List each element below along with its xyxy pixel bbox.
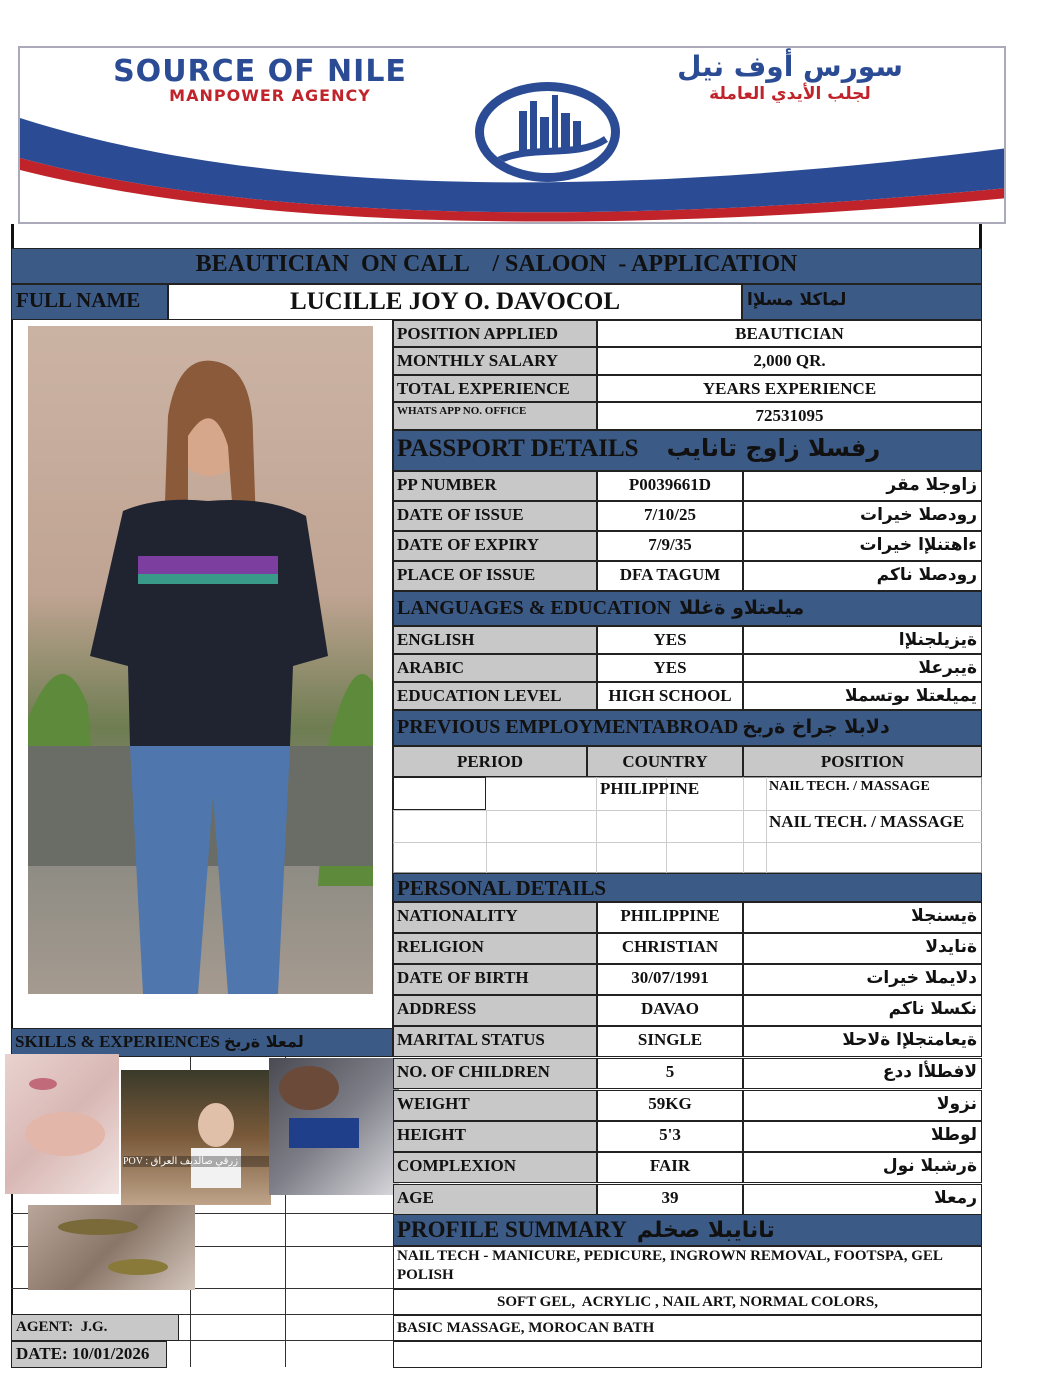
passport-row-value: 7/9/35	[597, 531, 743, 561]
personal-row-label: MARITAL STATUS	[393, 1026, 597, 1057]
personal-row-label-ar: لوطلا	[743, 1121, 982, 1152]
personal-header: PERSONAL DETAILS	[393, 873, 982, 902]
passport-row-value: DFA TAGUM	[597, 561, 743, 591]
agency-sub-ar: لجلب الأيدي العاملة	[709, 84, 871, 104]
personal-row-value: DAVAO	[597, 995, 743, 1026]
personal-row-label-ar: رمعلا	[743, 1184, 982, 1215]
passport-row-label: PP NUMBER	[393, 471, 597, 501]
personal-row-label-ar: ةيعامتجلإا ةلاحلا	[743, 1026, 982, 1057]
profile-line-3: BASIC MASSAGE, MOROCAN BATH	[393, 1315, 982, 1341]
languages-row-value: YES	[597, 626, 743, 654]
skyline-icon	[484, 91, 611, 173]
personal-row-value: 5'3	[597, 1121, 743, 1152]
personal-row-value: FAIR	[597, 1152, 743, 1183]
skill-photo-pedicure	[269, 1058, 399, 1195]
full-name-label: FULL NAME	[11, 284, 168, 320]
languages-row-value: YES	[597, 654, 743, 682]
skills-header: SKILLS & EXPERIENCES لمعلا ةربخ	[11, 1028, 393, 1057]
job-row-label: POSITION APPLIED	[393, 320, 597, 347]
languages-header: LANGUAGES & EDUCATION ميلعتلاو ةغللا	[393, 591, 982, 626]
personal-row-value: 30/07/1991	[597, 964, 743, 995]
form-left-border	[11, 224, 14, 248]
personal-row-label: DATE OF BIRTH	[393, 964, 597, 995]
job-row-value: YEARS EXPERIENCE	[597, 375, 982, 402]
passport-row-label: PLACE OF ISSUE	[393, 561, 597, 591]
job-row-label: TOTAL EXPERIENCE	[393, 375, 597, 402]
personal-row-label: ADDRESS	[393, 995, 597, 1026]
languages-row-value: HIGH SCHOOL	[597, 682, 743, 710]
nail-icon	[5, 1054, 119, 1194]
candidate-photo	[28, 326, 373, 994]
languages-row-label: ENGLISH	[393, 626, 597, 654]
personal-row-label-ar: نزولا	[743, 1090, 982, 1121]
nail-art-icon	[28, 1205, 195, 1290]
profile-header: PROFILE SUMMARY تانايبلا صخلم	[393, 1214, 982, 1246]
personal-row-label-ar: لافطلأا ددع	[743, 1058, 982, 1089]
job-row-value: 2,000 QR.	[597, 347, 982, 375]
agency-name-en: SOURCE OF NILE	[113, 54, 407, 89]
passport-row-label-ar: رودصلا ناكم	[743, 561, 982, 591]
languages-row-label-ar: يميلعتلا ىوتسملا	[743, 682, 982, 710]
personal-row-label: HEIGHT	[393, 1121, 597, 1152]
personal-row-label-ar: دلايملا خيرات	[743, 964, 982, 995]
profile-line-4	[393, 1341, 982, 1368]
languages-row-label: EDUCATION LEVEL	[393, 682, 597, 710]
employment-row-2-position: NAIL TECH. / MASSAGE	[769, 812, 965, 831]
languages-row-label: ARABIC	[393, 654, 597, 682]
passport-row-label-ar: زاوجلا مقر	[743, 471, 982, 501]
person-icon	[121, 1070, 271, 1205]
grid-line	[596, 777, 597, 873]
personal-row-value: SINGLE	[597, 1026, 743, 1057]
form-title-text: BEAUTICIAN ON CALL / SALOON - APPLICATION	[195, 251, 798, 277]
skill-photo-nails-2	[28, 1205, 195, 1290]
job-row-value: 72531095	[597, 402, 982, 430]
hand-icon	[269, 1058, 399, 1195]
personal-row-label-ar: ةنايدلا	[743, 933, 982, 964]
personal-row-value: 39	[597, 1184, 743, 1215]
form-right-border	[979, 224, 982, 248]
passport-header: PASSPORT DETAILS رفسلا زاوج تانايب	[393, 430, 982, 471]
employment-col-position: POSITION	[743, 746, 982, 777]
photo-caption: POV : زرقي صالديف العراق	[123, 1156, 269, 1167]
grid-line	[743, 777, 744, 873]
personal-row-label: RELIGION	[393, 933, 597, 964]
personal-row-label: NATIONALITY	[393, 902, 597, 933]
agency-banner	[18, 46, 1006, 224]
personal-row-label: AGE	[393, 1184, 597, 1215]
grid-line	[766, 777, 767, 873]
languages-row-label-ar: ةيزيلجنلإا	[743, 626, 982, 654]
personal-row-value: 5	[597, 1058, 743, 1089]
passport-row-value: P0039661D	[597, 471, 743, 501]
passport-row-label-ar: ءاهتنلإا خيرات	[743, 531, 982, 561]
employment-row-1-position: NAIL TECH. / MASSAGE	[769, 779, 930, 794]
personal-row-label-ar: نكسلا ناكم	[743, 995, 982, 1026]
banner-logo	[475, 82, 620, 182]
employment-row-1-country: PHILIPPINE	[600, 779, 700, 798]
job-row-label: MONTHLY SALARY	[393, 347, 597, 375]
employment-col-country: COUNTRY	[587, 746, 743, 777]
agent-label: AGENT: J.G.	[11, 1314, 179, 1341]
grid-line	[393, 810, 982, 811]
full-name-label-ar: لماكلا مسلإا	[742, 284, 982, 320]
profile-line-2: SOFT GEL, ACRYLIC , NAIL ART, NORMAL COLORS,	[393, 1289, 982, 1315]
job-row-label: WHATS APP NO. OFFICE	[393, 402, 597, 430]
date-label: DATE: 10/01/2026	[11, 1341, 167, 1368]
full-name-value: LUCILLE JOY O. DAVOCOL	[168, 284, 742, 320]
passport-row-value: 7/10/25	[597, 501, 743, 531]
grid-line	[393, 842, 982, 843]
employment-header: PREVIOUS EMPLOYMENTABROAD دلابلا جراخ ةربخ	[393, 710, 982, 746]
skill-photo-nails-1	[5, 1054, 119, 1194]
passport-row-label: DATE OF ISSUE	[393, 501, 597, 531]
personal-row-label-ar: ةرشبلا نول	[743, 1152, 982, 1183]
personal-row-label: WEIGHT	[393, 1090, 597, 1121]
agency-sub-en: MANPOWER AGENCY	[169, 86, 371, 105]
skill-photo-salon	[121, 1070, 271, 1205]
personal-row-value: 59KG	[597, 1090, 743, 1121]
passport-row-label: DATE OF EXPIRY	[393, 531, 597, 561]
personal-row-label-ar: ةيسنجلا	[743, 902, 982, 933]
personal-row-value: PHILIPPINE	[597, 902, 743, 933]
passport-row-label-ar: رودصلا خيرات	[743, 501, 982, 531]
employment-col-period: PERIOD	[393, 746, 587, 777]
agency-name-ar: سورس أوف نيل	[677, 50, 903, 83]
personal-row-label: COMPLEXION	[393, 1152, 597, 1183]
personal-row-label: NO. OF CHILDREN	[393, 1058, 597, 1089]
person-silhouette-icon	[28, 326, 373, 994]
employment-row-1-period	[393, 777, 486, 810]
job-row-value: BEAUTICIAN	[597, 320, 982, 347]
profile-line-1: NAIL TECH - MANICURE, PEDICURE, INGROWN REMOVAL, FOOTSPA, GEL POLISH	[393, 1246, 982, 1289]
languages-row-label-ar: ةيبرعلا	[743, 654, 982, 682]
personal-row-value: CHRISTIAN	[597, 933, 743, 964]
